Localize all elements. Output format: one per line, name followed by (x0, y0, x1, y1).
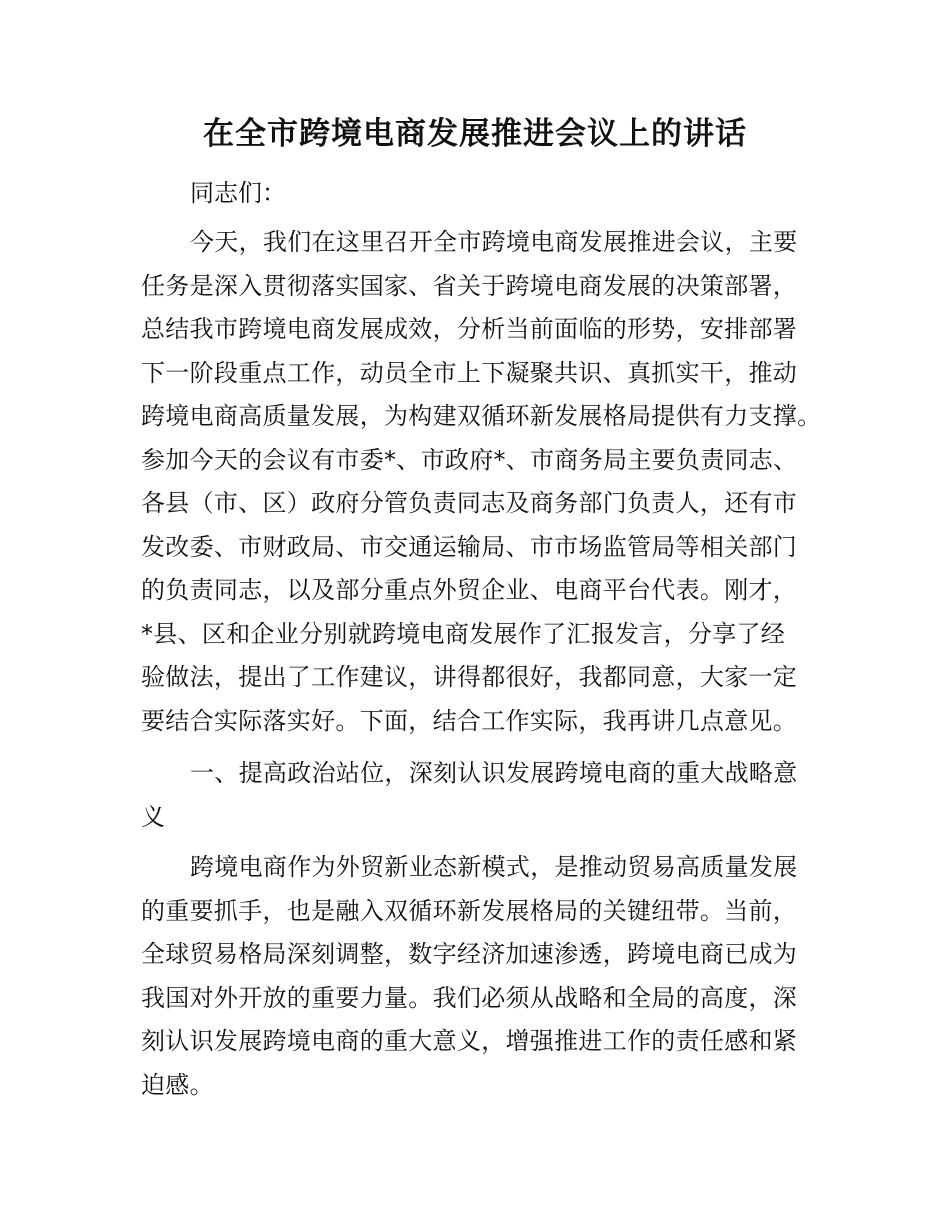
text-line: 发改委、市财政局、市交通运输局、市市场监管局等相关部门 (141, 532, 798, 561)
section-heading-1 (141, 752, 821, 839)
text-line: 要结合实际落实好。下面，结合工作实际，我再讲几点意见。 (141, 706, 798, 735)
text-line: 今天，我们在这里召开全市跨境电商发展推进会议，主要 (190, 228, 798, 256)
text-line: 迫感。 (141, 1070, 214, 1099)
text-line: 跨境电商作为外贸新业态新模式，是推动贸易高质量发展 (190, 853, 798, 881)
document-title: 在全市跨境电商发展推进会议上的讲话 (203, 116, 747, 152)
text-line: 验做法，提出了工作建议，讲得都很好，我都同意，大家一定 (141, 663, 798, 691)
text-line: *县、区和企业分别就跨境电商发展作了汇报发言，分享了经 (141, 619, 786, 648)
text-line: 跨境电商高质量发展，为构建双循环新发展格局提供有力支撑。 (141, 402, 822, 430)
paragraph-section-1 (141, 846, 821, 1107)
paragraph-intro (141, 221, 821, 743)
heading-line: 一、提高政治站位，深刻认识发展跨境电商的重大战略意 (190, 759, 798, 787)
text-line: 任务是深入贯彻落实国家、省关于跨境电商发展的决策部署， (141, 271, 798, 300)
text-line: 的负责同志，以及部分重点外贸企业、电商平台代表。刚才， (141, 576, 798, 604)
text-line: 刻认识发展跨境电商的重大意义，增强推进工作的责任感和紧 (141, 1027, 798, 1055)
text-line: 下一阶段重点工作，动员全市上下凝聚共识、真抓实干，推动 (141, 358, 798, 387)
text-line: 参加今天的会议有市委*、市政府*、市商务局主要负责同志、 (141, 445, 798, 474)
text-line: 总结我市跨境电商发展成效，分析当前面临的形势，安排部署 (141, 315, 798, 343)
salutation: 同志们： (190, 179, 286, 207)
text-line: 我国对外开放的重要力量。我们必须从战略和全局的高度，深 (141, 983, 798, 1012)
text-line: 全球贸易格局深刻调整，数字经济加速渗透，跨境电商已成为 (141, 940, 798, 968)
text-line: 各县（市、区）政府分管负责同志及商务部门负责人，还有市 (141, 489, 798, 517)
text-line: 的重要抓手，也是融入双循环新发展格局的关键纽带。当前， (141, 896, 798, 925)
heading-line: 义 (141, 802, 166, 831)
